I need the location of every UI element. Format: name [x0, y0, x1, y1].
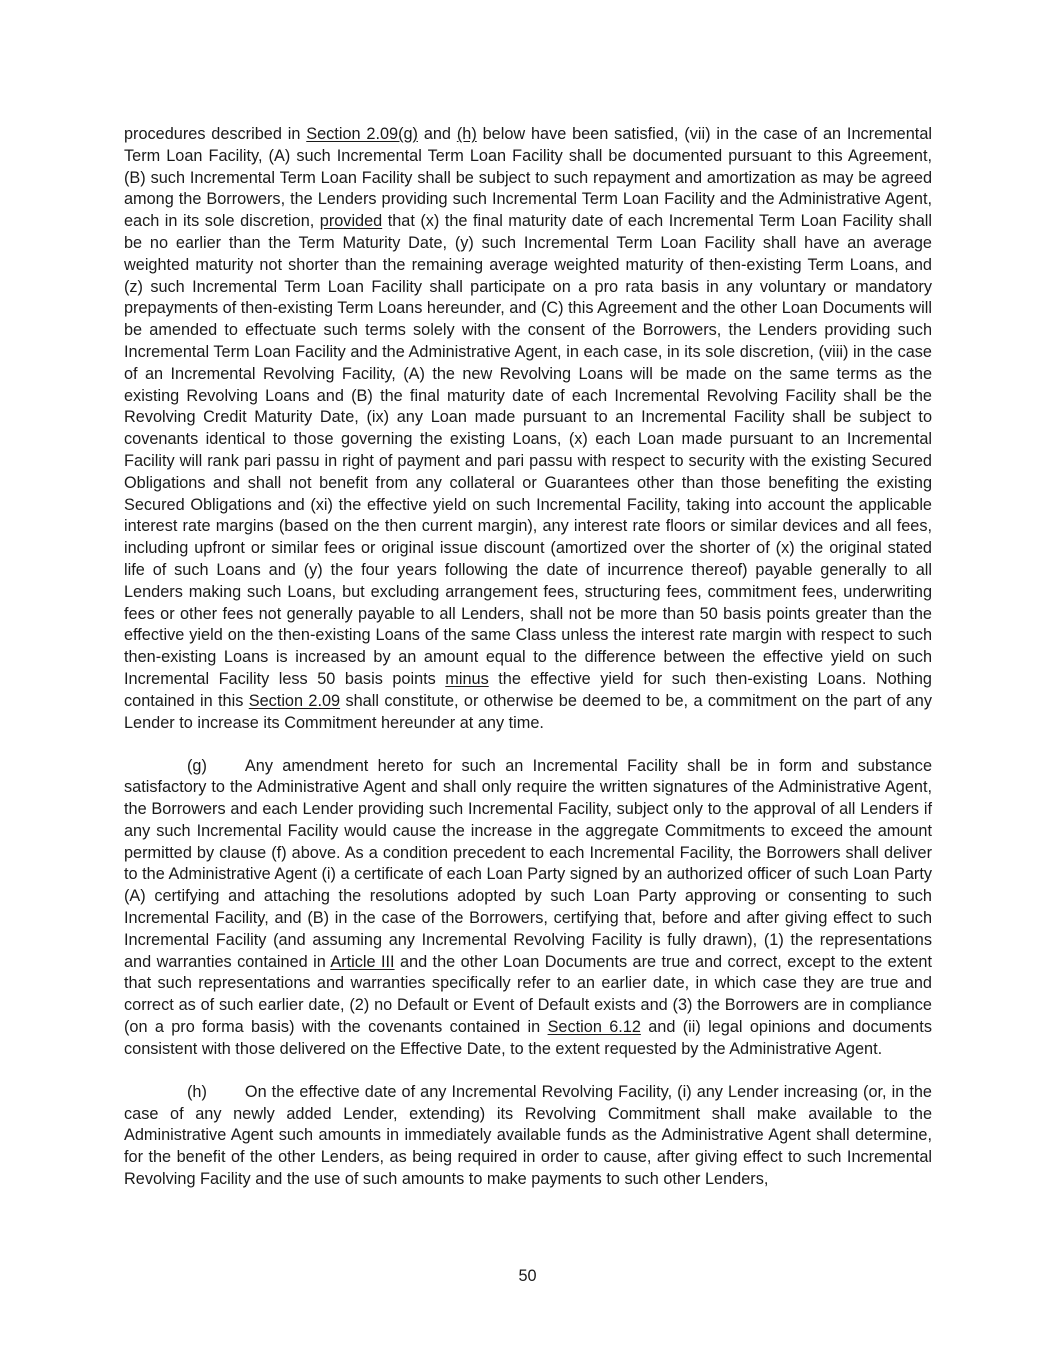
- section-reference: Section 2.09: [248, 691, 341, 710]
- section-reference: Section 2.09(g): [306, 125, 418, 143]
- clause-reference: (h): [456, 125, 477, 143]
- text-run: and the other Loan Documents are true and correct, except to the extent that such representations and warranties specifically refer to an earlier date, in which case they are true and correct as of such earlier date, (2) no Default or Event of Default exists and (3) the Borrowers are in compliance (on a pro forma basis) with the covenants contained in: [124, 952, 933, 1037]
- paragraph-h: [124, 1082, 932, 1191]
- text-run: that (x) the final maturity date of each Incremental Term Loan Facility shall be no earlier than the Term Maturity Date, (y) such Incremental Term Loan Facility shall have an average weighted maturity not shorter than the remaining average weighted maturity of then-existing Term Loans, and (z) such Incremental Term Loan Facility shall participate on a pro rata basis in any voluntary or mandatory prepayments of then-existing Term Loans hereunder, and (C) this Agreement and the other Loan Documents will be amended to effectuate such terms solely with the consent of the Borrowers, the Lenders providing such Incremental Term Loan Facility and the Administrative Agent, in each case, in its sole discretion, (viii) in the case of an Incremental Revolving Facility, (A) the new Revolving Loans will be made on the same terms as the existing Revolving Loans and (B) the final maturity date of each Incremental Revolving Facility shall be the Revolving Credit Maturity Date, (ix) any Loan made pursuant to an Incremental Facility shall be subject to covenants identical to those governing the existing Loans, (x) each Loan made pursuant to an Incremental Facility will rank pari passu in right of payment and pari passu with respect to security with the existing Secured Obligations and shall not benefit from any collateral or Guarantees other than those benefiting the existing Secured Obligations and (xi) the effective yield on such Incremental Facility, taking into account the applicable interest rate margins (based on the then current margin), any interest rate floors or similar devices and all fees, including upfront or similar fees or original issue discount (amortized over the shorter of (x) the original stated life of such Loans and (y) the four years following the date of incurrence thereof) payable generally to all Lenders making such Loans, but excluding arrangement fees, structuring fees, commitment fees, underwriting fees or other fees not generally payable to all Lenders, shall not be more than 50 basis points greater than the effective yield on the then-existing Loans of the same Class unless the interest rate margin with respect to such then-existing Loans is increased by an amount equal to the difference between the effective yield on such Incremental Facility less 50 basis points: [124, 212, 932, 688]
- article-reference: Article III: [330, 952, 395, 971]
- section-reference: Section 6.12: [547, 1018, 641, 1037]
- text-run: the effective yield for such then-existing Loans. Nothing contained in this: [124, 669, 932, 710]
- text-run: and: [417, 125, 457, 143]
- paragraph-continuation: [124, 124, 932, 734]
- paragraph-label: (h): [187, 1082, 207, 1101]
- defined-term: provided: [319, 212, 383, 231]
- text-run: Any amendment hereto for such an Incremental Facility shall be in form and substance satisfactory to the Administrative Agent and shall only require the written signatures of the Administrative Agent, the Borrowers and each Lender providing such Incremental Facility, subject only to the approval of all Lenders if any such Incremental Facility would cause the increase in the aggregate Commitments to exceed the amount permitted by clause (f) above. As a condition precedent to each Incremental Facility, the Borrowers shall deliver to the Administrative Agent (i) a certificate of each Loan Party signed by an authorized officer of such Loan Party (A) certifying and attaching the resolutions adopted by such Loan Party approving or consenting to such Incremental Facility, and (B) in the case of the Borrowers, certifying that, before and after giving effect to such Incremental Facility (and assuming any Incremental Revolving Facility is fully drawn), (1) the representations and warranties contained in: [124, 756, 932, 971]
- text-run: below have been satisfied, (vii) in the case of an Incremental Term Loan Facility, (A) such Incremental Term Loan Facility shall be documented pursuant to this Agreement, (B) such Incremental Term Loan Facility shall be subject to such repayment and amortization as may be agreed among the Borrowers, the Lenders providing such Incremental Term Loan Facility and the Administrative Agent, each in its sole discretion,: [124, 125, 932, 231]
- defined-term: minus: [445, 669, 489, 688]
- text-run: procedures described in: [124, 125, 307, 143]
- page-number: 50: [518, 1267, 537, 1285]
- paragraph-label: (g): [187, 756, 207, 775]
- document-page: [124, 124, 932, 1191]
- text-run: shall constitute, or otherwise be deemed to be, a commitment on the part of any Lender to increase its Commitment hereunder at any time.: [124, 691, 932, 732]
- paragraph-g: [124, 756, 932, 1061]
- text-run: On the effective date of any Incremental Revolving Facility, (i) any Lender increasing (or, in the case of any newly added Lender, extending) its Revolving Commitment shall make available to the Administrative Agent such amounts in immediately available funds as the Administrative Agent shall determine, for the benefit of the other Lenders, as being required in order to cause, after giving effect to such Incremental Revolving Facility and the use of such amounts to make payments to such other Lenders,: [124, 1082, 932, 1189]
- text-run: and (ii) legal opinions and documents consistent with those delivered on the Effective Date, to the extent requested by the Administrative Agent.: [124, 1018, 932, 1058]
